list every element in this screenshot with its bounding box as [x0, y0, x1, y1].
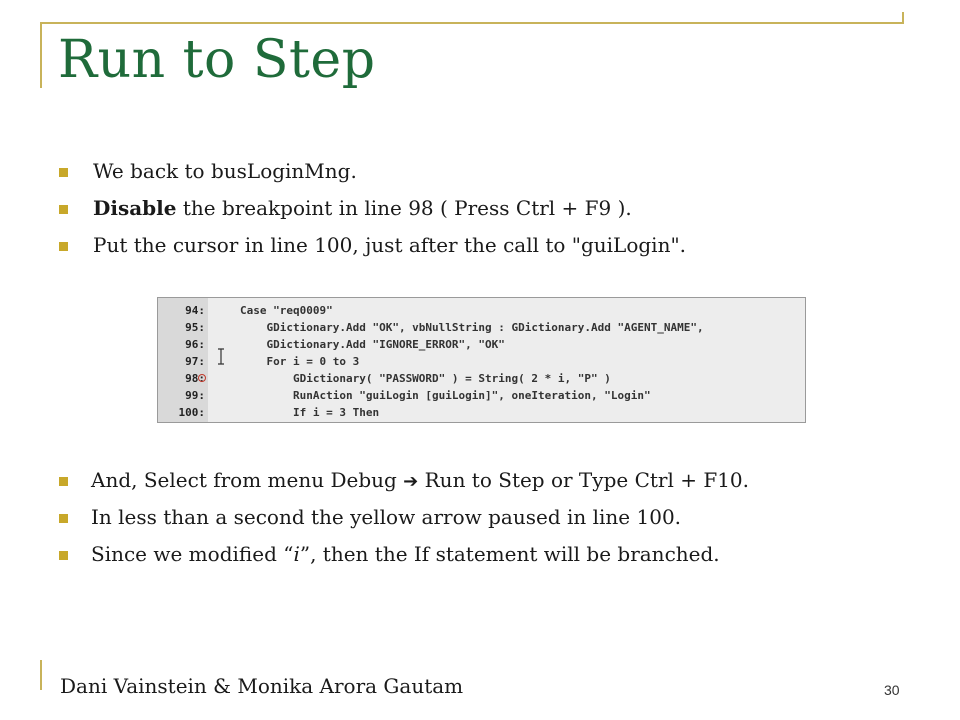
- bullet-2-text: the breakpoint in line 98 ( Press Ctrl + F9 ).: [176, 196, 632, 220]
- bullet-marker: [59, 514, 68, 523]
- bullet-2: [93, 196, 632, 220]
- bullet-3-text: Put the cursor in line 100, just after the call to "guiLogin".: [93, 233, 687, 257]
- bullet-marker: [59, 168, 68, 177]
- bullet-marker: [59, 477, 68, 486]
- bullet-6: [91, 542, 720, 566]
- line-number: 97:: [185, 355, 205, 368]
- line-number: 98:: [185, 372, 205, 385]
- frame-right-rule: [902, 12, 904, 24]
- arrow-right-icon: ➔: [403, 471, 419, 492]
- line-number: 100:: [178, 406, 205, 419]
- line-number: 95:: [185, 321, 205, 334]
- bullet-marker: [59, 205, 68, 214]
- bullet-4-text-b: Run to Step or Type Ctrl + F10.: [418, 468, 750, 492]
- bullet-6-italic: i: [293, 542, 300, 566]
- slide-title: Run to Step: [58, 30, 376, 90]
- code-text: Case "req0009": [240, 304, 333, 317]
- code-editor-snippet: [157, 297, 806, 423]
- bullet-6-text-a: Since we modified “: [91, 542, 294, 566]
- code-text: GDictionary.Add "IGNORE_ERROR", "OK": [240, 338, 505, 351]
- code-text: GDictionary.Add "OK", vbNullString : GDictionary.Add "AGENT_NAME",: [240, 321, 704, 334]
- text-cursor-icon: [216, 348, 226, 365]
- bullet-marker: [59, 242, 68, 251]
- line-number: 94:: [185, 304, 205, 317]
- frame-top-rule: [40, 22, 904, 24]
- bullet-2-bold: Disable: [93, 196, 177, 220]
- bullet-3: [93, 233, 686, 257]
- bullet-1-text: We back to busLoginMng.: [93, 159, 357, 183]
- breakpoint-disabled-icon[interactable]: [198, 374, 206, 382]
- code-text: For i = 0 to 3: [240, 355, 360, 368]
- code-text: GDictionary( "PASSWORD" ) = String( 2 * i, "P" ): [240, 372, 611, 385]
- page-number: 30: [884, 682, 900, 698]
- bullet-6-text-b: ”, then the If statement will be branched.: [299, 542, 720, 566]
- footer-rule: [40, 660, 42, 690]
- code-text: RunAction "guiLogin [guiLogin]", oneIteration, "Login": [240, 389, 651, 402]
- bullet-1: [93, 159, 357, 183]
- bullet-5: [91, 505, 681, 529]
- bullet-marker: [59, 551, 68, 560]
- frame-left-rule: [40, 22, 42, 88]
- bullet-5-text: In less than a second the yellow arrow paused in line 100.: [91, 505, 682, 529]
- line-number: 96:: [185, 338, 205, 351]
- bullet-4-text-a: And, Select from menu Debug: [91, 468, 404, 492]
- bullet-4: [91, 468, 749, 492]
- code-text: If i = 3 Then: [240, 406, 380, 419]
- footer-authors: Dani Vainstein & Monika Arora Gautam: [60, 674, 464, 698]
- line-number: 99:: [185, 389, 205, 402]
